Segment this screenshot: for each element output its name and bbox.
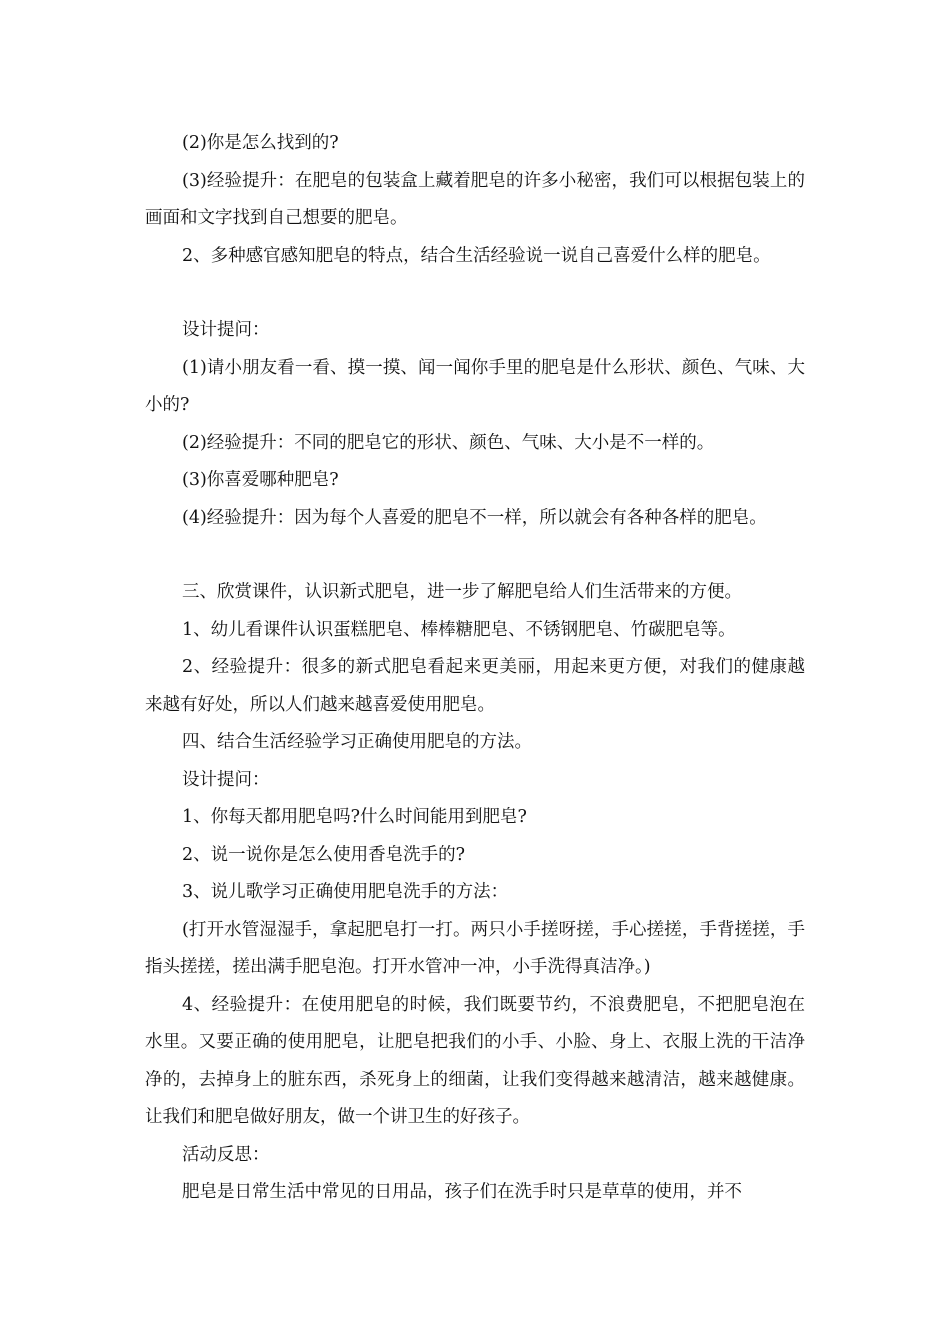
paragraph-design-question-heading-2: 设计提问： (182, 769, 270, 790)
paragraph-section3-item1: 1、幼儿看课件认识蛋糕肥皂、棒棒糖肥皂、不锈钢肥皂、竹碳肥皂等。 (182, 619, 736, 640)
paragraph-section4-item4: 4、经验提升：在使用肥皂的时候，我们既要节约，不浪费肥皂，不把肥皂泡在水里。又要正确的使用肥皂，让肥皂把我们的小手、小脸、身上、衣服上洗的干洁净净的，去掉身上的脏东西，杀死身上的细菌，让我们变得越来越清洁，越来越健康。让我们和肥皂做好朋友，做一个讲卫生的好孩子。 (145, 994, 805, 1127)
paragraph-reflection-heading: 活动反思： (182, 1144, 270, 1165)
document-body (145, 125, 805, 1212)
paragraph-section4-item1: 1、你每天都用肥皂吗?什么时间能用到肥皂? (182, 807, 527, 827)
paragraph-q2-how-found: (2)你是怎么找到的? (182, 133, 339, 153)
paragraph-section3-heading: 三、欣赏课件，认识新式肥皂，进一步了解肥皂给人们生活带来的方便。 (182, 582, 742, 602)
paragraph-design-question-heading: 设计提问： (182, 320, 270, 340)
paragraph-q4-experience-variety: (4)经验提升：因为每个人喜爱的肥皂不一样，所以就会有各种各样的肥皂。 (182, 507, 767, 528)
paragraph-section4-item3: 3、说儿歌学习正确使用肥皂洗手的方法： (182, 882, 509, 902)
paragraph-section4-heading: 四、结合生活经验学习正确使用肥皂的方法。 (182, 732, 532, 752)
paragraph-step2-senses: 2、多种感官感知肥皂的特点，结合生活经验说一说自己喜爱什么样的肥皂。 (182, 245, 771, 266)
paragraph-reflection-body: 肥皂是日常生活中常见的日用品，孩子们在洗手时只是草草的使用，并不 (182, 1182, 742, 1202)
paragraph-section4-item2: 2、说一说你是怎么使用香皂洗手的? (182, 844, 466, 865)
paragraph-handwash-rhyme: (打开水管湿湿手，拿起肥皂打一打。两只小手搓呀搓，手心搓搓，手背搓搓，手指头搓搓，搓出满手肥皂泡。打开水管冲一冲，小手洗得真洁净。) (145, 919, 805, 977)
paragraph-section3-item2: 2、经验提升：很多的新式肥皂看起来更美丽，用起来更方便，对我们的健康越来越有好处，所以人们越来越喜爱使用肥皂。 (145, 657, 805, 715)
paragraph-q1-observe-soap: (1)请小朋友看一看、摸一摸、闻一闻你手里的肥皂是什么形状、颜色、气味、大小的? (145, 357, 805, 415)
paragraph-q3-which-soap: (3)你喜爱哪种肥皂? (182, 470, 339, 490)
paragraph-q2-experience-different: (2)经验提升：不同的肥皂它的形状、颜色、气味、大小是不一样的。 (182, 432, 715, 453)
paragraph-q3-experience-packaging: (3)经验提升：在肥皂的包装盒上藏着肥皂的许多小秘密，我们可以根据包装上的画面和文字找到自己想要的肥皂。 (145, 170, 805, 228)
